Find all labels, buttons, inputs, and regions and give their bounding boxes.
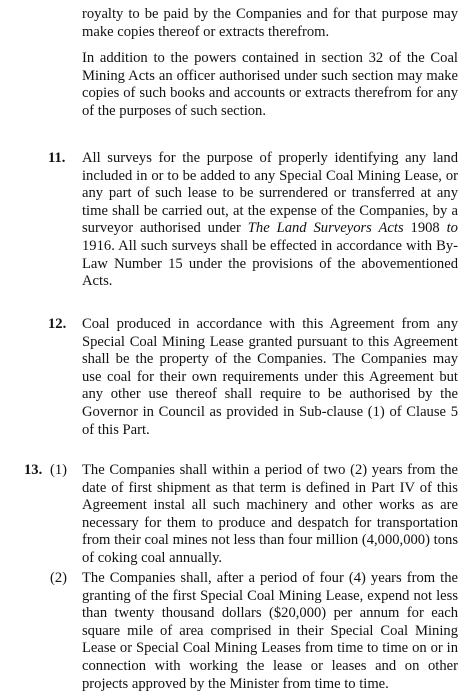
clause-11-act-to: to [446, 220, 458, 237]
clause-13-number: 13. [24, 462, 43, 478]
clause-13-sub-1-text: The Companies shall within a period of two (2) years from the date of first shipment as that term is defined in Part IV of this Agreement instal all such machinery and other works as are necessary for them to produce and despatch for transportation from their coal mines not less than four million (4,000,000) tons of coking coal annually. [82, 462, 458, 566]
section-32-powers-paragraph: In addition to the powers contained in section 32 of the Coal Mining Acts an officer authorised under such section may make copies of such books and accounts or extracts therefrom for any of the purposes of such section. [82, 50, 458, 119]
clause-11-text-before: All surveys for the purpose of properly identifying any land included in or to be added to any Special Coal Mining Lease, or any part of such lease to be surrendered or transferred at any time shall be carried out, at the expense of the Companies, by a surveyor authorised under [82, 150, 458, 237]
clause-13-sub-1-label: (1) [50, 462, 68, 478]
clause-13-sub-2-label: (2) [50, 570, 68, 586]
clause-11-act-title: The Land Surveyors Acts [247, 220, 404, 237]
clause-13-sub-2-text: The Companies shall, after a period of four (4) years from the granting of the first Special Coal Mining Lease, expend not less than twenty thousand dollars ($20,000) per annum for each square mile of area comprised in their Special Coal Mining Lease or Special Coal Mining Leases from time to time on or in connection with working the lease or leases and on other projects approved by the Minister from time to time. [82, 570, 458, 692]
clause-11-act-year: 1908 [410, 220, 440, 237]
clause-11-number: 11. [48, 150, 66, 166]
clause-12-text: Coal produced in accordance with this Agreement from any Special Coal Mining Lease granted pursuant to this Agreement shall be the property of the Companies. The Companies may use coal for their own requirements under this Agreement but any other use thereof shall require to be authorised by the Governor in Council as provided in Sub-clause (1) of Clause 5 of this Part. [82, 316, 458, 438]
clause-11-text-after: 1916. All such surveys shall be effected in accordance with By-Law Number 15 under the provisions of the abovementioned Acts. [82, 237, 458, 290]
continued-paragraph: royalty to be paid by the Companies and for that purpose may make copies thereof or extracts therefrom. [82, 6, 458, 40]
clause-12-number: 12. [48, 316, 67, 332]
clause-11-text [82, 150, 458, 291]
